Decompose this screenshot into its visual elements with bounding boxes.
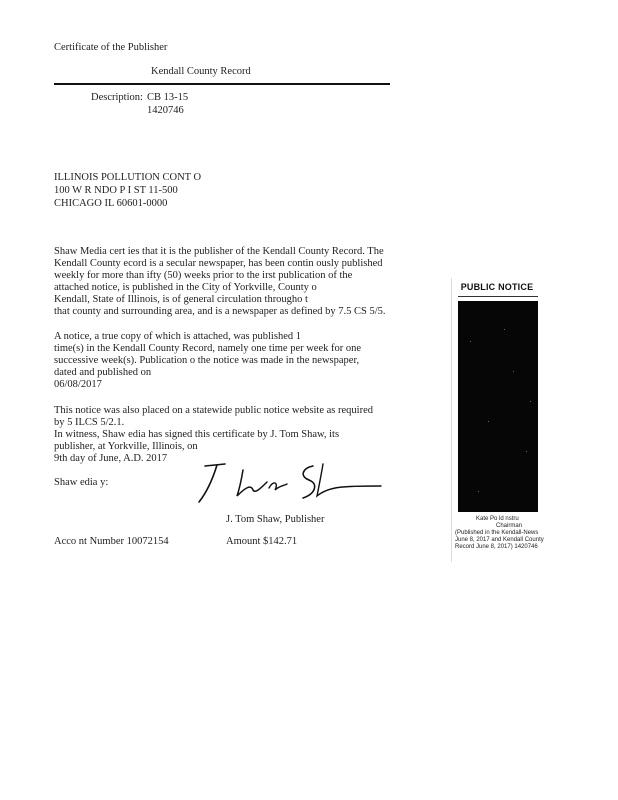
body-line: dated and published on [54, 367, 152, 378]
publisher-signature [195, 458, 390, 508]
clipping-signature-title: Chairman [496, 523, 523, 529]
clipping-header: PUBLIC NOTICE [460, 282, 534, 292]
clipping-footer-line: (Published in the Kendall-News [455, 530, 539, 536]
body-line: attached notice, is published in the City of Yorkville, County o [54, 282, 317, 293]
description-value: CB 13-15 [147, 92, 189, 103]
clipping-footer-line: June 8, 2017 and Kendall County [455, 537, 544, 543]
header-divider [54, 83, 390, 85]
signer-name: J. Tom Shaw, Publisher [226, 514, 325, 525]
clipping-divider [458, 296, 538, 297]
body-line: by 5 ILCS 5/2.1. [54, 417, 125, 428]
signed-by-label: Shaw edia y: [54, 477, 109, 488]
body-line: weekly for more than ifty (50) weeks prior to the irst publication of the [54, 270, 353, 281]
body-line: publisher, at Yorkville, Illinois, on [54, 441, 198, 452]
body-line: Kendall, State of Illinois, is of general circulation througho t [54, 294, 308, 305]
witness-date: 9th day of June, A.D. 2017 [54, 453, 168, 464]
certificate-heading: Certificate of the Publisher [54, 42, 168, 53]
account-number: Acco nt Number 10072154 [54, 536, 169, 547]
amount: Amount $142.71 [226, 536, 298, 547]
body-line: Shaw Media cert ies that it is the publisher of the Kendall County Record. The [54, 246, 384, 257]
body-line: successive week(s). Publication o the notice was made in the newspaper, [54, 355, 360, 366]
body-line: This notice was also placed on a statewide public notice website as required [54, 405, 373, 416]
publication-date: 06/08/2017 [54, 379, 102, 390]
body-line: time(s) in the Kendall County Record, namely one time per week for one [54, 343, 362, 354]
newspaper-clipping [451, 278, 542, 562]
body-line: Kendall County ecord is a secular newspaper, has been contin ously published [54, 258, 383, 269]
reference-number: 1420746 [147, 105, 184, 116]
description-label: Description: [91, 92, 143, 103]
clipping-footer-line: Record June 8, 2017) 1420746 [455, 544, 538, 550]
address-line: 100 W R NDO P I ST 11-500 [54, 185, 178, 196]
body-line: A notice, a true copy of which is attached, was published 1 [54, 331, 301, 342]
body-line: that county and surrounding area, and is a newspaper as defined by 7.5 CS 5/5. [54, 306, 386, 317]
body-line: In witness, Shaw edia has signed this certificate by J. Tom Shaw, its [54, 429, 340, 440]
clipping-scan-area [458, 301, 538, 512]
clipping-publication-note [455, 530, 544, 551]
address-line: ILLINOIS POLLUTION CONT O [54, 172, 202, 183]
clipping-signature-line: Kate Po ld nstru [476, 516, 519, 522]
newspaper-name: Kendall County Record [151, 66, 251, 77]
address-line: CHICAGO IL 60601-0000 [54, 198, 168, 209]
